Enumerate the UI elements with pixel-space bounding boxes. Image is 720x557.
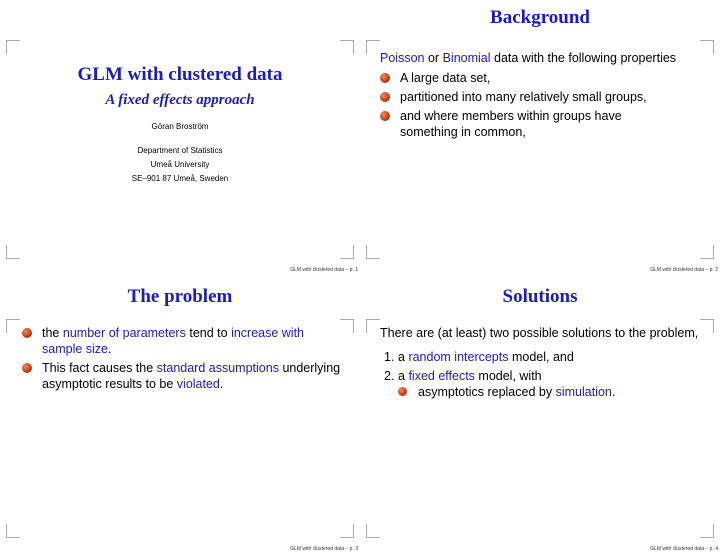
list-item: partitioned into many relatively small groups, <box>380 89 710 105</box>
slide-2 <box>360 0 720 278</box>
frame-corner <box>6 40 20 54</box>
frame-corner <box>366 245 380 259</box>
bullet-list <box>380 70 710 140</box>
slide-title: The problem <box>127 286 233 307</box>
slide-3 <box>0 279 360 557</box>
university: Umeå University <box>150 160 210 169</box>
frame-corner <box>6 524 20 538</box>
slide-footer: GLM with clustered data – p. 3 <box>290 546 358 552</box>
title-slide-subtitle: A fixed effects approach <box>105 92 255 108</box>
slide-title: Background <box>490 7 590 28</box>
ball-bullet-icon <box>398 387 407 396</box>
frame-corner <box>366 524 380 538</box>
bullet-list <box>22 325 342 392</box>
list-item: and where members within groups have something in common, <box>380 108 710 140</box>
sub-bullet-list <box>398 384 715 400</box>
frame-corner <box>6 319 20 333</box>
ball-bullet-icon <box>22 328 32 338</box>
slide-title: Solutions <box>502 286 578 307</box>
frame-corner <box>340 524 354 538</box>
frame-corner <box>700 524 714 538</box>
frame-corner <box>340 319 354 333</box>
slide-footer: GLM with clustered data – p. 1 <box>290 267 358 273</box>
highlight-poisson: Poisson <box>380 51 425 65</box>
slide-body <box>380 325 715 403</box>
frame-corner <box>340 40 354 54</box>
slide-footer: GLM with clustered data – p. 4 <box>650 546 718 552</box>
department: Department of Statistics <box>137 146 223 155</box>
list-item: 1. a random intercepts model, and <box>384 350 574 364</box>
ball-bullet-icon <box>380 92 390 102</box>
frame-corner <box>340 245 354 259</box>
slide-1 <box>0 0 360 278</box>
ball-bullet-icon <box>380 111 390 121</box>
intro-line: Poisson or Binomial data with the following properties <box>380 51 677 65</box>
frame-corner <box>700 245 714 259</box>
list-item: the number of parameters tend to increase with sample size. <box>22 325 342 357</box>
address: SE–901 87 Umeå, Sweden <box>131 174 229 183</box>
slide-body <box>380 50 710 143</box>
numbered-list <box>380 349 715 400</box>
frame-corner <box>6 245 20 259</box>
slide-4 <box>360 279 720 557</box>
intro-line: There are (at least) two possible solutions to the problem, <box>380 326 699 340</box>
highlight-binomial: Binomial <box>442 51 491 65</box>
slide-footer: GLM with clustered data – p. 2 <box>650 267 718 273</box>
slide-body <box>22 325 342 395</box>
frame-corner <box>366 319 380 333</box>
ball-bullet-icon <box>380 73 390 83</box>
frame-corner <box>366 40 380 54</box>
list-item: asymptotics replaced by simulation. <box>398 384 715 400</box>
author: Göran Broström <box>151 122 209 131</box>
list-item: 2. a fixed effects model, with asymptotics replaced by simulation. <box>380 368 715 400</box>
title-slide-heading: GLM with clustered data <box>77 64 283 85</box>
ball-bullet-icon <box>22 363 32 373</box>
list-item: This fact causes the standard assumptions underlying asymptotic results to be violated. <box>22 360 342 392</box>
list-item: A large data set, <box>380 70 710 86</box>
